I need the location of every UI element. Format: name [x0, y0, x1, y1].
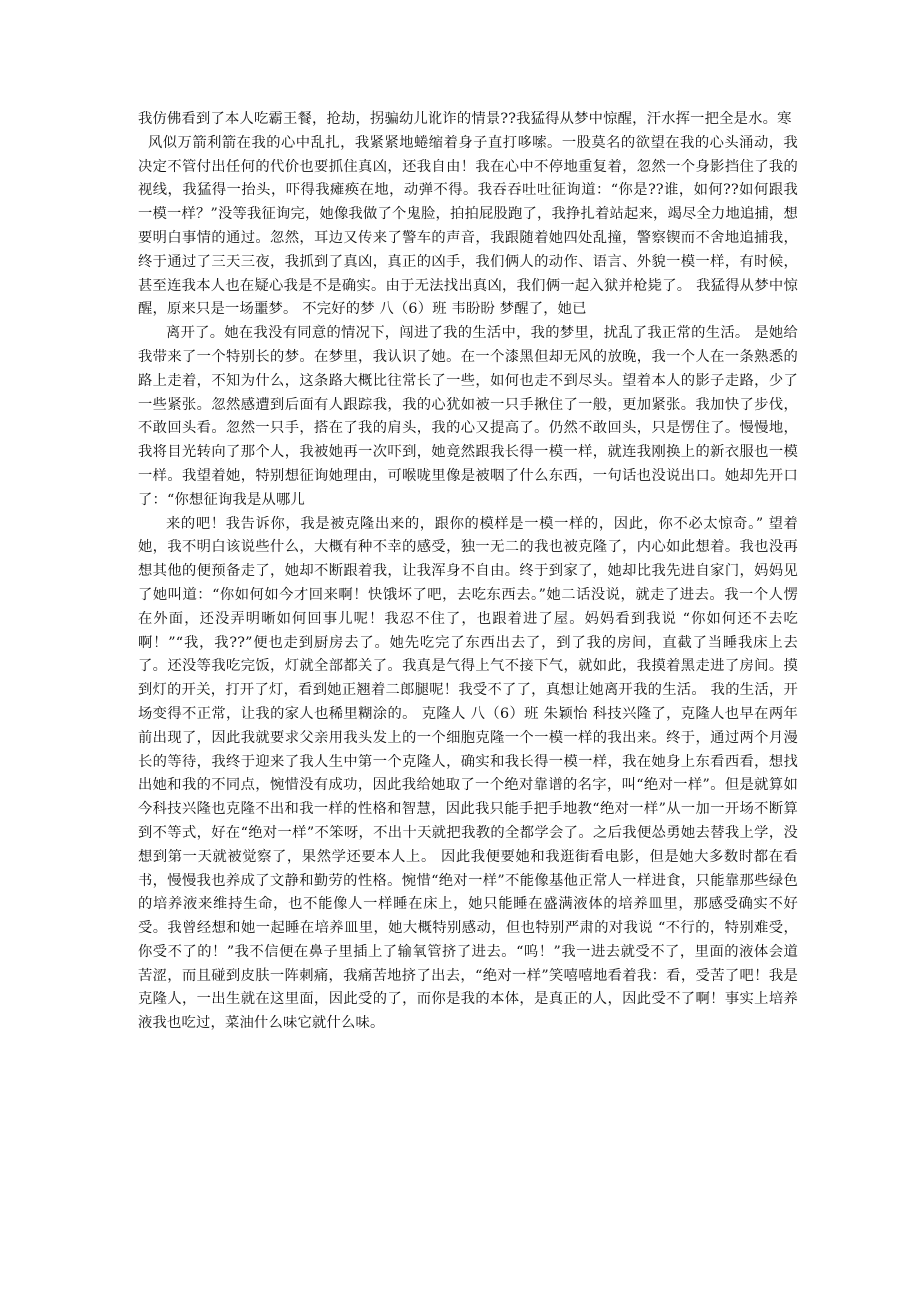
paragraph-2: 风似万箭利箭在我的心中乱扎，我紧紧地蜷缩着身子直打哆嗦。一股莫名的欲望在我的心头涌动，我决定不管付出任何的代价也要抓住真凶，还我自由！我在心中不停地重复着，忽然一个身影挡住了我的视线，我猛得一抬头，吓得我瘫痪在地，动弹不得。我吞吞吐吐征询道：“你是??谁，如何??如何跟我一模一样？”没等我征询完，她像我做了个鬼脸，拍拍屁股跑了，我挣扎着站起来，竭尽全力地追捕，想要明白事情的通过。忽然，耳边又传来了警车的声音，我跟随着她四处乱撞，警察锲而不舍地追捕我，终于通过了三天三夜，我抓到了真凶，真正的凶手，我们俩人的动作、语言、外貌一模一样，有时候，甚至连我本人也在疑心我是不是确实。由于无法找出真凶，我们俩一起入狱并枪毙了。 我猛得从梦中惊醒，原来只是一场噩梦。 不完好的梦 八（6）班 韦盼盼 梦醒了，她已: [138, 134, 798, 318]
paragraph-4: 来的吧！我告诉你，我是被克隆出来的，跟你的模样是一模一样的，因此，你不必太惊奇。” 望着她，我不明白该说些什么，大概有种不幸的感受，独一无二的我也被克隆了，内心如此想着。我也没再想其他的便预备走了，她却不断跟着我，让我浑身不自由。终于到家了，她却比我先进自家门，妈妈见了她叫道：“你如何如今才回来啊！快饿坏了吧，去吃东西去。”她二话没说，就走了进去。我一个人愣在外面，还没弄明晰如何回事儿呢！我忍不住了，也跟着进了屋。妈妈看到我说 “你如何还不去吃啊！”“我，我??”便也走到厨房去了。她先吃完了东西出去了，到了我的房间，直截了当睡我床上去了。还没等我吃完饭，灯就全部都关了。我真是气得上气不接下气，就如此，我摸着黑走进了房间。摸到灯的开关，打开了灯，看到她正翘着二郎腿呢！我受不了了，真想让她离开我的生活。 我的生活，开场变得不正常，让我的家人也稀里糊涂的。 克隆人 八（6）班 朱颖怡 科技兴隆了，克隆人也早在两年前出现了，因此我就要求父亲用我头发上的一个细胞克隆一个一模一样的我出来。终于，通过两个月漫长的等待，我终于迎来了我人生中第一个克隆人，确实和我长得一模一样，我在她身上东看西看，想找出她和我的不同点，惋惜没有成功，因此我给她取了一个绝对靠谱的名字，叫“绝对一样”。但是就算如今科技兴隆也克隆不出和我一样的性格和智慧，因此我只能手把手地教“绝对一样”从一加一开场不断算到不等式，好在“绝对一样”不笨呀，不出十天就把我教的全都学会了。之后我便怂勇她去替我上学，没想到第一天就被觉察了，果然学还要本人上。 因此我便要她和我逛街看电影，但是她大多数时都在看书，慢慢我也养成了文静和勤劳的性格。惋惜“绝对一样”不能像基他正常人一样进食，只能靠那些绿色的培养液来维持生命，也不能像人一样睡在床上，她只能睡在盛满液体的培养皿里，那感受确实不好受。我曾经想和她一起睡在培养皿里，她大概特别感动，但也特别严肃的对我说 “不行的，特别难受，你受不了的！”我不信便在鼻子里插上了输氧管挤了进去。“呜！”我一进去就受不了，里面的液体会道苦涩，而且碰到皮肤一阵刺痛，我痛苦地挤了出去，“绝对一样”笑嘻嘻地看着我：看，受苦了吧！我是克隆人，一出生就在这里面，因此受的了，而你是我的本体，是真正的人，因此受不了啊！事实上培养液我也吃过，菜油什么味它就什么味。: [138, 515, 798, 1032]
paragraph-1: 我仿佛看到了本人吃霸王餐，抢劫，拐骗幼儿讹诈的情景??我猛得从梦中惊醒，汗水挥一把全是水。寒: [138, 111, 792, 127]
document-page: [138, 108, 798, 1036]
paragraph-3: 离开了。她在我没有同意的情况下，闯进了我的生活中，我的梦里，扰乱了我正常的生活。 是她给我带来了一个特别长的梦。在梦里，我认识了她。在一个漆黑但却无风的放晚，我一个人在一条熟悉的路上走着，不知为什么，这条路大概比往常长了一些，如何也走不到尽头。望着本人的影子走路，少了一些紧张。忽然感遭到后面有人跟踪我，我的心犹如被一只手揪住了一般，更加紧张。我加快了步伐，不敢回头看。忽然一只手，搭在了我的肩头，我的心又提高了。仍然不敢回头，只是愣住了。慢慢地，我将目光转向了那个人，我被她再一次吓到，她竟然跟我长得一模一样，就连我刚换上的新衣服也一模一样。我望着她，特别想征询她理由，可喉咙里像是被咽了什么东西，一句话也没说出口。她却先开口了：“你想征询我是从哪儿: [138, 325, 798, 508]
